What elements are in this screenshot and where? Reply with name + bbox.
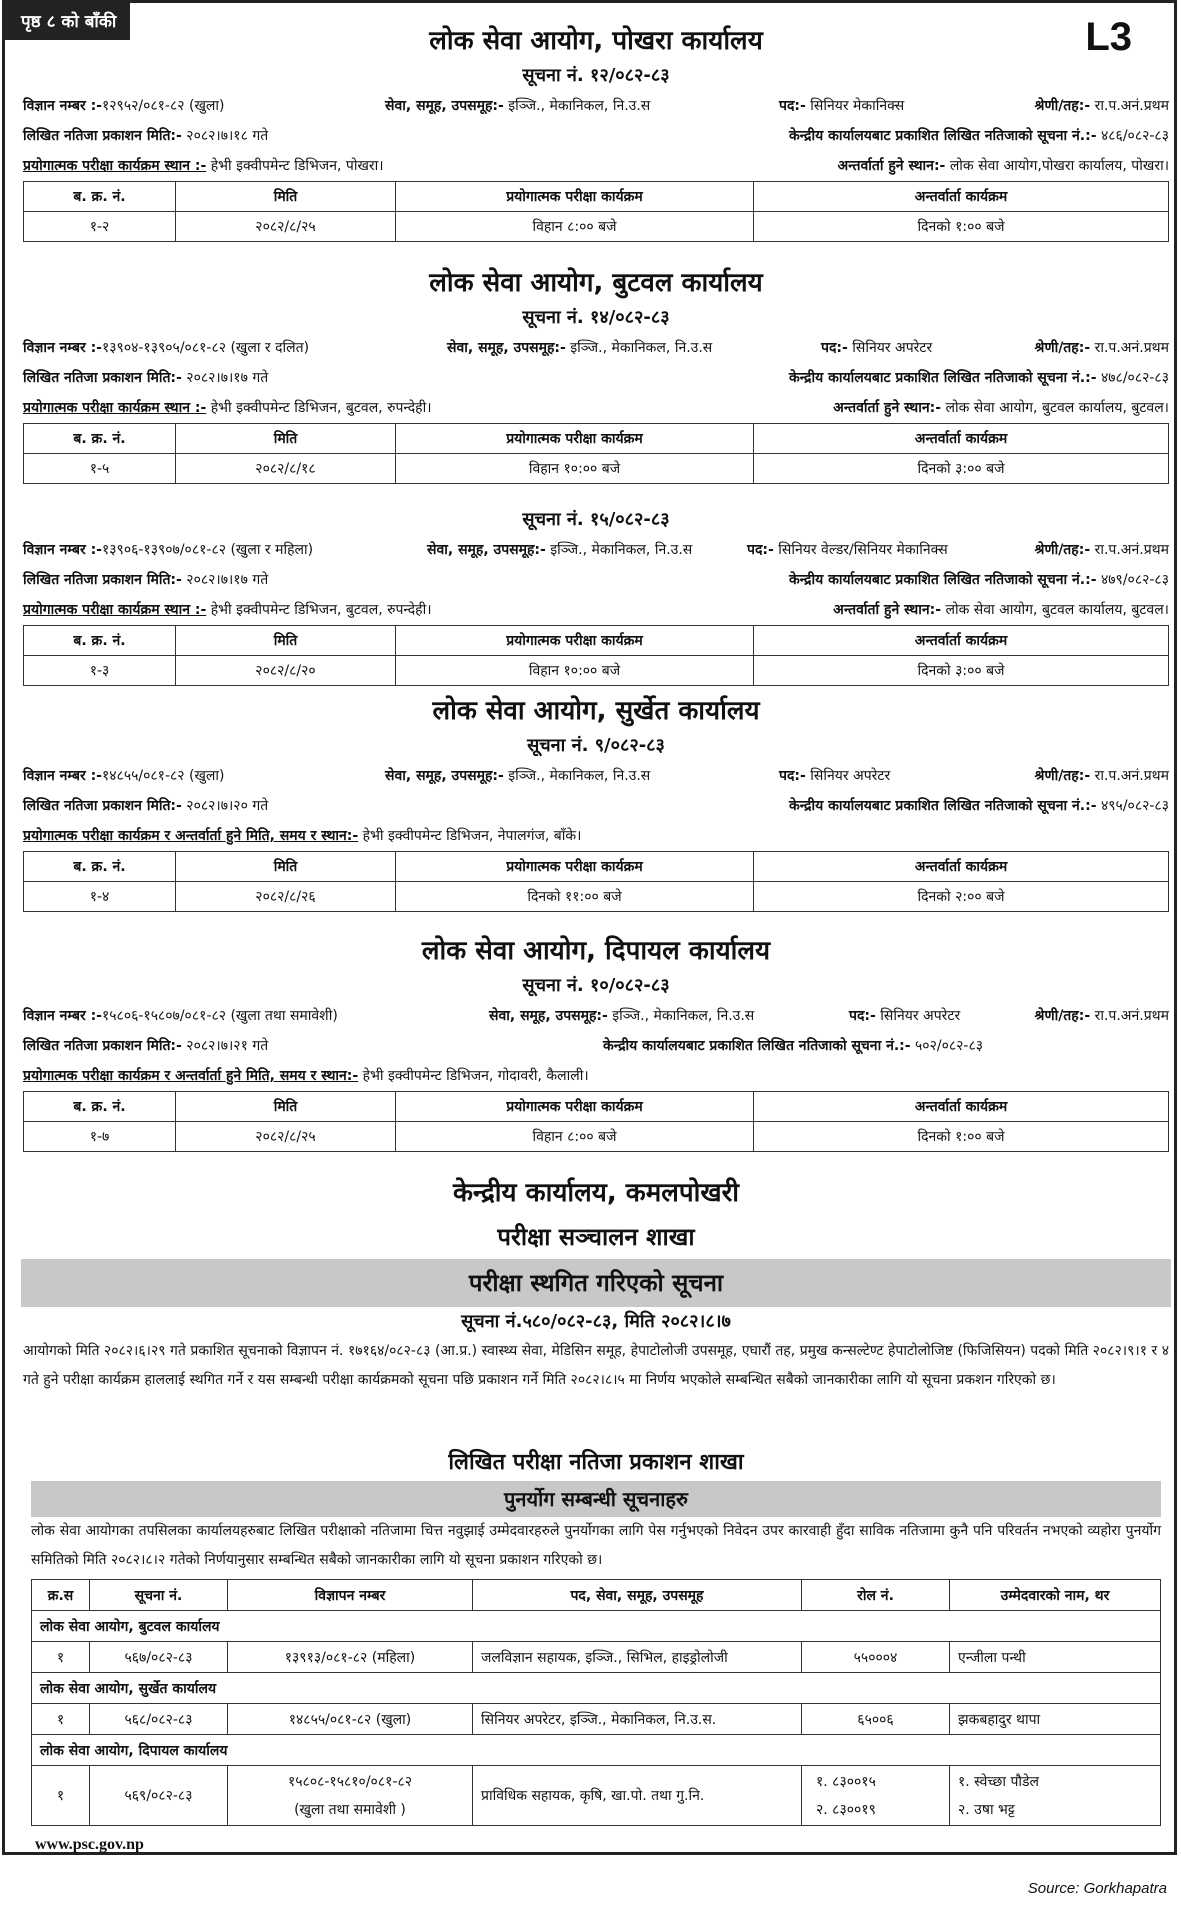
table-row xyxy=(24,454,1169,484)
cell-roll xyxy=(802,1766,950,1826)
central-notice-number: ४८६/०८२-८३ xyxy=(1100,128,1169,144)
adv-number: १५८०६-१५८०७/०८१-८२ (खुला तथा समावेशी) xyxy=(101,1008,338,1024)
result-date: २०८२।७।१७ गते xyxy=(186,370,269,386)
practical-interview-label: प्रयोगात्मक परीक्षा कार्यक्रम र अन्तर्वार्ता हुने मिति, समय र स्थान:- xyxy=(23,828,359,844)
page-code: L3 xyxy=(1085,15,1132,59)
cell-interview: दिनको १:०० बजे xyxy=(754,1122,1169,1152)
notice-dipayal xyxy=(23,931,1169,1152)
adv-number: १३९०६-१३९०७/०८१-८२ (खुला र महिला) xyxy=(101,542,314,558)
cell-post: सिनियर अपरेटर, इञ्जि., मेकानिकल, नि.उ.स. xyxy=(473,1704,802,1735)
info-line-3 xyxy=(23,1061,1169,1091)
office-title: लोक सेवा आयोग, सुर्खेत कार्यालय xyxy=(432,696,760,726)
central-notice-number: ४९५/०८२-८३ xyxy=(1100,798,1169,814)
interview-place: लोक सेवा आयोग,पोखरा कार्यालय, पोखरा। xyxy=(949,158,1169,174)
revaluation-title: पुनर्योग सम्बन्धी सूचनाहरु xyxy=(31,1481,1161,1517)
col-header-date: मिति xyxy=(176,182,396,212)
table-row xyxy=(32,1642,1161,1673)
table-row xyxy=(24,656,1169,686)
revaluation-section xyxy=(23,1445,1169,1826)
central-notice-label: केन्द्रीय कार्यालयबाट प्रकाशित लिखित नतिजाको सूचना नं.:- xyxy=(603,1038,911,1054)
info-line-2 xyxy=(23,565,1169,595)
cell-name: झकबहादुर थापा xyxy=(950,1704,1161,1735)
class-value: रा.प.अनं.प्रथम xyxy=(1094,340,1169,356)
col-header-interview: अन्तर्वार्ता कार्यक्रम xyxy=(754,424,1169,454)
col-header-roll: ब. क्र. नं. xyxy=(24,626,176,656)
notice-butwal-14 xyxy=(23,263,1169,484)
continued-label: पृष्ठ ८ को बाँकी xyxy=(5,3,130,40)
notice-butwal-15 xyxy=(23,505,1169,686)
interview-place-label: अन्तर्वार्ता हुने स्थान:- xyxy=(833,400,942,416)
practical-place-label: प्रयोगात्मक परीक्षा कार्यक्रम स्थान :- xyxy=(23,400,207,416)
info-line-1 xyxy=(23,535,1169,565)
cell-sn: १ xyxy=(32,1704,90,1735)
cell-post: प्राविधिक सहायक, कृषि, खा.पो. तथा गु.नि. xyxy=(473,1766,802,1826)
cell-practical: विहान ८:०० बजे xyxy=(396,1122,754,1152)
info-line-3 xyxy=(23,595,1169,625)
schedule-table xyxy=(23,1091,1169,1152)
col-header-roll: ब. क्र. नं. xyxy=(24,424,176,454)
interview-place-label: अन्तर्वार्ता हुने स्थान:- xyxy=(837,158,946,174)
cell-adv: १३९१३/०८१-८२ (महिला) xyxy=(228,1642,473,1673)
info-line-1 xyxy=(23,333,1169,363)
info-line-2 xyxy=(23,363,1169,393)
adv-label: विज्ञान नम्बर :- xyxy=(23,542,102,558)
col-header-practical: प्रयोगात्मक परीक्षा कार्यक्रम xyxy=(396,424,754,454)
office-group-row: लोक सेवा आयोग, सुर्खेत कार्यालय xyxy=(32,1673,1161,1704)
central-notice-label: केन्द्रीय कार्यालयबाट प्रकाशित लिखित नतिजाको सूचना नं.:- xyxy=(788,572,1097,588)
info-line-3 xyxy=(23,393,1169,423)
cell-date: २०८२/८/२६ xyxy=(176,882,396,912)
result-date-label: लिखित नतिजा प्रकाशन मिति:- xyxy=(23,370,182,386)
col-header-practical: प्रयोगात्मक परीक्षा कार्यक्रम xyxy=(396,852,754,882)
revaluation-table xyxy=(31,1579,1161,1826)
info-line-1 xyxy=(23,91,1169,121)
table-row xyxy=(32,1766,1161,1826)
cell-roll: १-३ xyxy=(24,656,176,686)
table-row xyxy=(24,882,1169,912)
col-header-interview: अन्तर्वार्ता कार्यक्रम xyxy=(754,852,1169,882)
roll-line-2: २. ८३००१९ xyxy=(816,1801,876,1818)
col-header-date: मिति xyxy=(176,852,396,882)
col-header-notice: सूचना नं. xyxy=(90,1580,228,1611)
col-header-practical: प्रयोगात्मक परीक्षा कार्यक्रम xyxy=(396,182,754,212)
post-value: सिनियर वेल्डर/सिनियर मेकानिक्स xyxy=(778,542,948,558)
cell-interview: दिनको ३:०० बजे xyxy=(754,656,1169,686)
service-label: सेवा, समूह, उपसमूह:- xyxy=(427,542,546,558)
postpone-title: परीक्षा स्थगित गरिएको सूचना xyxy=(21,1259,1171,1307)
col-header-roll: रोल नं. xyxy=(802,1580,950,1611)
service-value: इञ्जि., मेकानिकल, नि.उ.स xyxy=(550,542,693,558)
office-title: लोक सेवा आयोग, पोखरा कार्यालय xyxy=(429,26,763,56)
result-date: २०८२।७।१८ गते xyxy=(186,128,269,144)
roll-line-1: १. ८३००१५ xyxy=(816,1773,876,1790)
cell-date: २०८२/८/२५ xyxy=(176,1122,396,1152)
cell-roll: ६५००६ xyxy=(802,1704,950,1735)
result-date: २०८२।७।२१ गते xyxy=(186,1038,269,1054)
post-label: पद:- xyxy=(821,340,848,356)
col-header-interview: अन्तर्वार्ता कार्यक्रम xyxy=(754,1092,1169,1122)
cell-roll: १-५ xyxy=(24,454,176,484)
office-group-row: लोक सेवा आयोग, बुटवल कार्यालय xyxy=(32,1611,1161,1642)
col-header-interview: अन्तर्वार्ता कार्यक्रम xyxy=(754,626,1169,656)
cell-notice: ५६९/०८२-८३ xyxy=(90,1766,228,1826)
postpone-paragraph: आयोगको मिति २०८२।६।२९ गते प्रकाशित सूचनाको विज्ञापन नं. १७१६४/०८२-८३ (आ.प्र.) स्वास्थ्य सेवा, मेडिसिन समूह, हेपाटोलोजी उपसमूह, एघारौं तह, प्रमुख कन्सल्टेण्ट हेपाटोलोजिष्ट (फिजिसियन) पदको मिति २०८२।९।१ र ४ गते हुने परीक्षा कार्यक्रम हाललाई स्थगित गर्ने र यस सम्बन्धी परीक्षा कार्यक्रमको सूचना पछि प्रकाशन गर्ने मिति २०८२।८।५ मा निर्णय भएकोले सम्बन्धित सबैको जानकारीका लागि यो सूचना प्रकशन गरिएको छ। xyxy=(23,1343,1169,1388)
col-header-interview: अन्तर्वार्ता कार्यक्रम xyxy=(754,182,1169,212)
postpone-notice-number: सूचना नं.५८०/०८२-८३, मिति २०८२।८।७ xyxy=(461,1311,731,1332)
notice-number: सूचना नं. १५/०८२-८३ xyxy=(522,509,670,530)
cell-adv: १४८५५/०८१-८२ (खुला) xyxy=(228,1704,473,1735)
adv-label: विज्ञान नम्बर :- xyxy=(23,1008,102,1024)
class-label: श्रेणी/तह:- xyxy=(1034,542,1091,558)
info-line-1 xyxy=(23,761,1169,791)
post-value: सिनियर अपरेटर xyxy=(810,768,891,784)
adv-line-2: (खुला तथा समावेशी ) xyxy=(294,1801,406,1818)
adv-line-1: १५८०८-१५८१०/०८१-८२ xyxy=(287,1773,413,1790)
website-link[interactable]: www.psc.gov.np xyxy=(35,1836,144,1853)
post-value: सिनियर अपरेटर xyxy=(852,340,933,356)
name-line-2: २. उषा भट्ट xyxy=(958,1801,1015,1818)
cell-interview: दिनको १:०० बजे xyxy=(754,212,1169,242)
branch-title: परीक्षा सञ्चालन शाखा xyxy=(497,1223,695,1251)
practical-place-label: प्रयोगात्मक परीक्षा कार्यक्रम स्थान :- xyxy=(23,602,207,618)
cell-roll: १-७ xyxy=(24,1122,176,1152)
interview-place: लोक सेवा आयोग, बुटवल कार्यालय, बुटवल। xyxy=(945,602,1169,618)
service-label: सेवा, समूह, उपसमूह:- xyxy=(385,768,504,784)
adv-number: १४८५५/०८१-८२ (खुला) xyxy=(101,768,225,784)
name-line-1: १. स्वेच्छा पौडेल xyxy=(958,1773,1040,1790)
class-label: श्रेणी/तह:- xyxy=(1034,98,1091,114)
info-line-3 xyxy=(23,151,1169,181)
service-label: सेवा, समूह, उपसमूह:- xyxy=(489,1008,608,1024)
col-header-practical: प्रयोगात्मक परीक्षा कार्यक्रम xyxy=(396,626,754,656)
central-notice-number: ५०२/०८२-८३ xyxy=(915,1038,984,1054)
notice-number: सूचना नं. १२/०८२-८३ xyxy=(522,65,670,86)
class-value: रा.प.अनं.प्रथम xyxy=(1094,1008,1169,1024)
central-notice-label: केन्द्रीय कार्यालयबाट प्रकाशित लिखित नतिजाको सूचना नं.:- xyxy=(788,798,1097,814)
office-title: लोक सेवा आयोग, दिपायल कार्यालय xyxy=(421,936,771,966)
col-header-practical: प्रयोगात्मक परीक्षा कार्यक्रम xyxy=(396,1092,754,1122)
cell-sn: १ xyxy=(32,1642,90,1673)
col-header-roll: ब. क्र. नं. xyxy=(24,852,176,882)
practical-place: हेभी इक्वीपमेन्ट डिभिजन, बुटवल, रुपन्देही। xyxy=(210,602,432,618)
cell-practical: दिनको ११:०० बजे xyxy=(396,882,754,912)
service-label: सेवा, समूह, उपसमूह:- xyxy=(447,340,566,356)
cell-notice: ५६८/०८२-८३ xyxy=(90,1704,228,1735)
adv-label: विज्ञान नम्बर :- xyxy=(23,98,102,114)
result-date: २०८२।७।२० गते xyxy=(186,798,269,814)
schedule-table xyxy=(23,851,1169,912)
central-notice-number: ४७८/०८२-८३ xyxy=(1100,370,1169,386)
practical-place-label: प्रयोगात्मक परीक्षा कार्यक्रम स्थान :- xyxy=(23,158,207,174)
service-value: इञ्जि., मेकानिकल, नि.उ.स xyxy=(570,340,713,356)
info-line-2 xyxy=(23,1031,1169,1061)
cell-practical: विहान ८:०० बजे xyxy=(396,212,754,242)
cell-practical: विहान १०:०० बजे xyxy=(396,454,754,484)
class-value: रा.प.अनं.प्रथम xyxy=(1094,768,1169,784)
cell-interview: दिनको ३:०० बजे xyxy=(754,454,1169,484)
info-line-2 xyxy=(23,121,1169,151)
central-notice-label: केन्द्रीय कार्यालयबाट प्रकाशित लिखित नतिजाको सूचना नं.:- xyxy=(788,370,1097,386)
col-header-date: मिति xyxy=(176,424,396,454)
practical-place: हेभी इक्वीपमेन्ट डिभिजन, बुटवल, रुपन्देही। xyxy=(210,400,432,416)
notice-surkhet xyxy=(23,691,1169,912)
source-credit: Source: Gorkhapatra xyxy=(1027,1880,1167,1897)
class-value: रा.प.अनं.प्रथम xyxy=(1094,542,1169,558)
result-date-label: लिखित नतिजा प्रकाशन मिति:- xyxy=(23,1038,182,1054)
cell-notice: ५६७/०८२-८३ xyxy=(90,1642,228,1673)
adv-number: १२९५२/०८१-८२ (खुला) xyxy=(101,98,225,114)
notice-number: सूचना नं. १४/०८२-८३ xyxy=(522,307,670,328)
col-header-roll: ब. क्र. नं. xyxy=(24,1092,176,1122)
cell-date: २०८२/८/२० xyxy=(176,656,396,686)
col-header-roll: ब. क्र. नं. xyxy=(24,182,176,212)
table-row xyxy=(32,1704,1161,1735)
cell-name: एन्जीला पन्थी xyxy=(950,1642,1161,1673)
class-label: श्रेणी/तह:- xyxy=(1034,340,1091,356)
cell-date: २०८२/८/२५ xyxy=(176,212,396,242)
schedule-table xyxy=(23,625,1169,686)
practical-place: हेभी इक्वीपमेन्ट डिभिजन, नेपालगंज, बाँके। xyxy=(362,828,582,844)
practical-place: हेभी इक्वीपमेन्ट डिभिजन, गोदावरी, कैलाली। xyxy=(362,1068,589,1084)
adv-label: विज्ञान नम्बर :- xyxy=(23,340,102,356)
cell-interview: दिनको २:०० बजे xyxy=(754,882,1169,912)
table-row xyxy=(24,212,1169,242)
service-label: सेवा, समूह, उपसमूह:- xyxy=(385,98,504,114)
post-label: पद:- xyxy=(779,768,806,784)
revaluation-branch: लिखित परीक्षा नतिजा प्रकाशन शाखा xyxy=(448,1450,744,1475)
cell-sn: १ xyxy=(32,1766,90,1826)
cell-adv xyxy=(228,1766,473,1826)
notice-page xyxy=(2,0,1177,1855)
info-line-3 xyxy=(23,821,1169,851)
cell-name xyxy=(950,1766,1161,1826)
cell-roll: १-४ xyxy=(24,882,176,912)
col-header-name: उम्मेदवारको नाम, थर xyxy=(950,1580,1161,1611)
interview-place-label: अन्तर्वार्ता हुने स्थान:- xyxy=(833,602,942,618)
class-label: श्रेणी/तह:- xyxy=(1034,1008,1091,1024)
result-date: २०८२।७।१७ गते xyxy=(186,572,269,588)
central-notice-label: केन्द्रीय कार्यालयबाट प्रकाशित लिखित नतिजाको सूचना नं.:- xyxy=(788,128,1097,144)
post-value: सिनियर मेकानिक्स xyxy=(810,98,905,114)
practical-interview-label: प्रयोगात्मक परीक्षा कार्यक्रम र अन्तर्वार्ता हुने मिति, समय र स्थान:- xyxy=(23,1068,359,1084)
info-line-1 xyxy=(23,1001,1169,1031)
cell-date: २०८२/८/१८ xyxy=(176,454,396,484)
info-line-2 xyxy=(23,791,1169,821)
notice-number: सूचना नं. ९/०८२-८३ xyxy=(527,735,665,756)
result-date-label: लिखित नतिजा प्रकाशन मिति:- xyxy=(23,572,182,588)
post-value: सिनियर अपरेटर xyxy=(880,1008,961,1024)
practical-place: हेभी इक्वीपमेन्ट डिभिजन, पोखरा। xyxy=(210,158,384,174)
service-value: इञ्जि., मेकानिकल, नि.उ.स xyxy=(508,98,651,114)
cell-roll: १-२ xyxy=(24,212,176,242)
cell-practical: विहान १०:०० बजे xyxy=(396,656,754,686)
central-office-section xyxy=(23,1171,1169,1395)
adv-number: १३९०४-१३९०५/०८१-८२ (खुला र दलित) xyxy=(101,340,310,356)
cell-post: जलविज्ञान सहायक, इञ्जि., सिभिल, हाइड्रोलोजी xyxy=(473,1642,802,1673)
class-value: रा.प.अनं.प्रथम xyxy=(1094,98,1169,114)
cell-roll: ५५०००४ xyxy=(802,1642,950,1673)
post-label: पद:- xyxy=(747,542,774,558)
table-row xyxy=(24,1122,1169,1152)
schedule-table xyxy=(23,423,1169,484)
adv-label: विज्ञान नम्बर :- xyxy=(23,768,102,784)
result-date-label: लिखित नतिजा प्रकाशन मिति:- xyxy=(23,128,182,144)
col-header-date: मिति xyxy=(176,626,396,656)
central-notice-number: ४७९/०८२-८३ xyxy=(1100,572,1169,588)
result-date-label: लिखित नतिजा प्रकाशन मिति:- xyxy=(23,798,182,814)
col-header-sn: क्र.स xyxy=(32,1580,90,1611)
class-label: श्रेणी/तह:- xyxy=(1034,768,1091,784)
col-header-date: मिति xyxy=(176,1092,396,1122)
office-group-row: लोक सेवा आयोग, दिपायल कार्यालय xyxy=(32,1735,1161,1766)
interview-place: लोक सेवा आयोग, बुटवल कार्यालय, बुटवल। xyxy=(945,400,1169,416)
schedule-table xyxy=(23,181,1169,242)
post-label: पद:- xyxy=(779,98,806,114)
col-header-post: पद, सेवा, समूह, उपसमूह xyxy=(473,1580,802,1611)
revaluation-paragraph: लोक सेवा आयोगका तपसिलका कार्यालयहरुबाट लिखित परीक्षाको नतिजामा चित्त नवुझाई उम्मेदवारहरुले पुनर्योगका लागि पेस गर्नुभएको निवेदन उपर कारवाही हुँदा साविक नतिजामा कुनै पनि परिवर्तन नभएको व्यहोरा पुनर्योग समितिको मिति २०८२।८।२ गतेको निर्णयानुसार सम्बन्धित सबैको जानकारीका लागि यो सूचना प्रकाशन गरिएको छ। xyxy=(31,1523,1161,1568)
notice-number: सूचना नं. १०/०८२-८३ xyxy=(522,975,670,996)
post-label: पद:- xyxy=(849,1008,876,1024)
service-value: इञ्जि., मेकानिकल, नि.उ.स xyxy=(612,1008,755,1024)
service-value: इञ्जि., मेकानिकल, नि.उ.स xyxy=(508,768,651,784)
central-office-title: केन्द्रीय कार्यालय, कमलपोखरी xyxy=(452,1178,740,1208)
office-title: लोक सेवा आयोग, बुटवल कार्यालय xyxy=(429,268,763,298)
notice-pokhara xyxy=(23,21,1169,242)
col-header-adv: विज्ञापन नम्बर xyxy=(228,1580,473,1611)
